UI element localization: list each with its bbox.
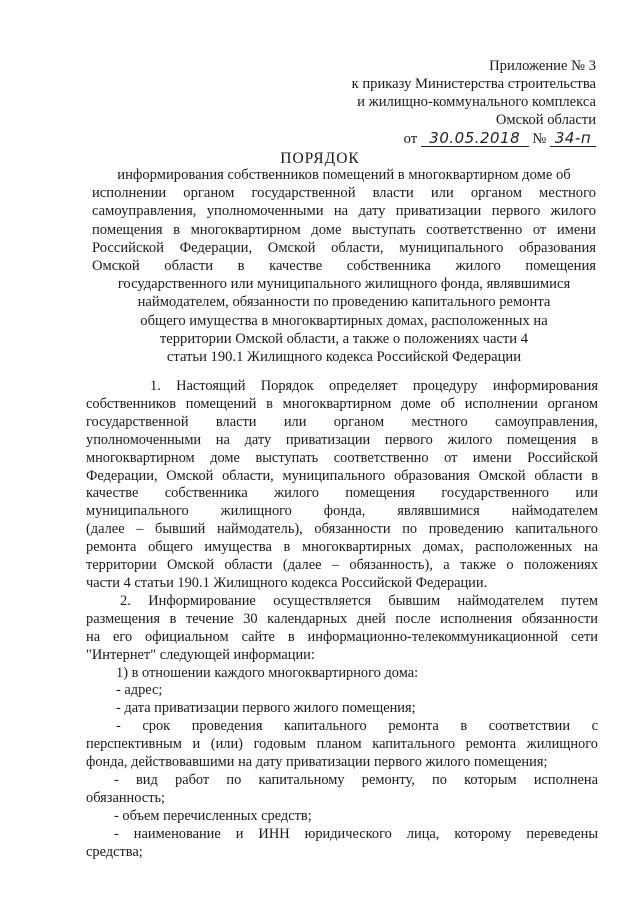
appendix-line: Омской области [495, 112, 596, 128]
subtitle-line: государственного или муниципального жилищного фонда, являвшимися [117, 276, 571, 293]
appendix-block [352, 57, 596, 148]
document-body [86, 378, 598, 861]
paragraph-line: муниципального жилищного фонда, являвшимися наймодателем [86, 503, 598, 520]
date-prefix: от [403, 131, 418, 147]
subtitle-line: Российской Федерации, Омской области, муниципального образования [92, 239, 596, 256]
list-item: - объем перечисленных средств; [114, 807, 312, 824]
appendix-line: и жилищно-коммунального комплекса [357, 94, 596, 110]
paragraph-line: перспективным и (или) годовым планом капитального ремонта жилищного [86, 736, 598, 753]
appendix-line: к приказу Министерства строительства [351, 76, 596, 92]
subtitle-line: самоуправления, уполномоченными на дату приватизации первого жилого [92, 203, 596, 220]
list-item: - наименование и ИНН юридического лица, которому переведены [114, 825, 598, 842]
list-item: - адрес; [116, 682, 163, 699]
handwritten-date: 30.05.2018 [421, 130, 529, 147]
subtitle-line: помещения в многоквартирном доме выступать соответственно от имени [92, 221, 596, 238]
subtitle-line: статьи 190.1 Жилищного кодекса Российской Федерации [166, 349, 522, 366]
subtitle-line: общего имущества в многоквартирных домах, расположенных на [140, 312, 548, 329]
paragraph-line: ремонта общего имущества в многоквартирных домах, расположенных на [86, 539, 598, 556]
handwritten-order-number: 34-п [550, 130, 596, 147]
paragraph-line: размещения в течение 30 календарных дней после исполнения обязанности [86, 610, 598, 627]
list-item: - дата приватизации первого жилого помещения; [116, 700, 416, 717]
paragraph-line: многоквартирном доме выступать соответственно от имени Российской [86, 449, 598, 466]
paragraph-line: части 4 статьи 190.1 Жилищного кодекса Российской Федерации. [86, 574, 488, 591]
paragraph-line: уполномоченными на дату приватизации первого жилого помещения в [86, 431, 598, 448]
paragraph-line: (далее – бывший наймодатель), обязанности по проведению капитального [86, 521, 598, 538]
subtitle-line: исполнении органом государственной власти или органом местного [92, 185, 596, 202]
paragraph-line: 1. Настоящий Порядок определяет процедуру информирования [150, 378, 598, 394]
subtitle-line: наймодателем, обязанности по проведению капитального ремонта [137, 294, 551, 311]
paragraph-line: средства; [86, 843, 143, 860]
paragraph-line: на его официальном сайте в информационно-телекоммуникационной сети [86, 628, 598, 645]
paragraph-line: "Интернет" следующей информации: [86, 646, 315, 663]
order-date-line [352, 130, 596, 148]
list-item: - вид работ по капитальному ремонту, по которым исполнена [114, 771, 598, 788]
paragraph-line: Федерации, Омской области, муниципального образования Омской области в [86, 467, 598, 484]
subtitle-line: Омской области в качестве собственника жилого помещения [92, 258, 596, 275]
subtitle-line: территории Омской области, а также о положениях части 4 [159, 330, 529, 347]
paragraph-line: обязанность; [86, 789, 166, 806]
appendix-line: Приложение № 3 [489, 58, 596, 74]
paragraph-line: собственников помещений в многоквартирном доме об исполнении органом [86, 395, 598, 412]
document-title: ПОРЯДОК [280, 150, 360, 167]
paragraph-line: территории Омской области (далее – обязанность), а также о положениях [86, 557, 598, 574]
paragraph-line: 2. Информирование осуществляется бывшим наймодателем путем [120, 592, 598, 609]
document-subtitle [92, 166, 596, 366]
paragraph-line: качестве собственника жилого помещения государственного или [86, 485, 598, 502]
paragraph-line: государственной власти или органом местного самоуправления, [86, 413, 598, 430]
list-item: 1) в отношении каждого многоквартирного дома: [116, 664, 419, 681]
paragraph-line: фонда, действовавшими на дату приватизации первого жилого помещения; [86, 754, 548, 771]
list-item: - срок проведения капитального ремонта в соответствии с [116, 718, 598, 735]
number-prefix: № [532, 131, 547, 147]
subtitle-line: информирования собственников помещений в многоквартирном доме об [117, 167, 571, 183]
